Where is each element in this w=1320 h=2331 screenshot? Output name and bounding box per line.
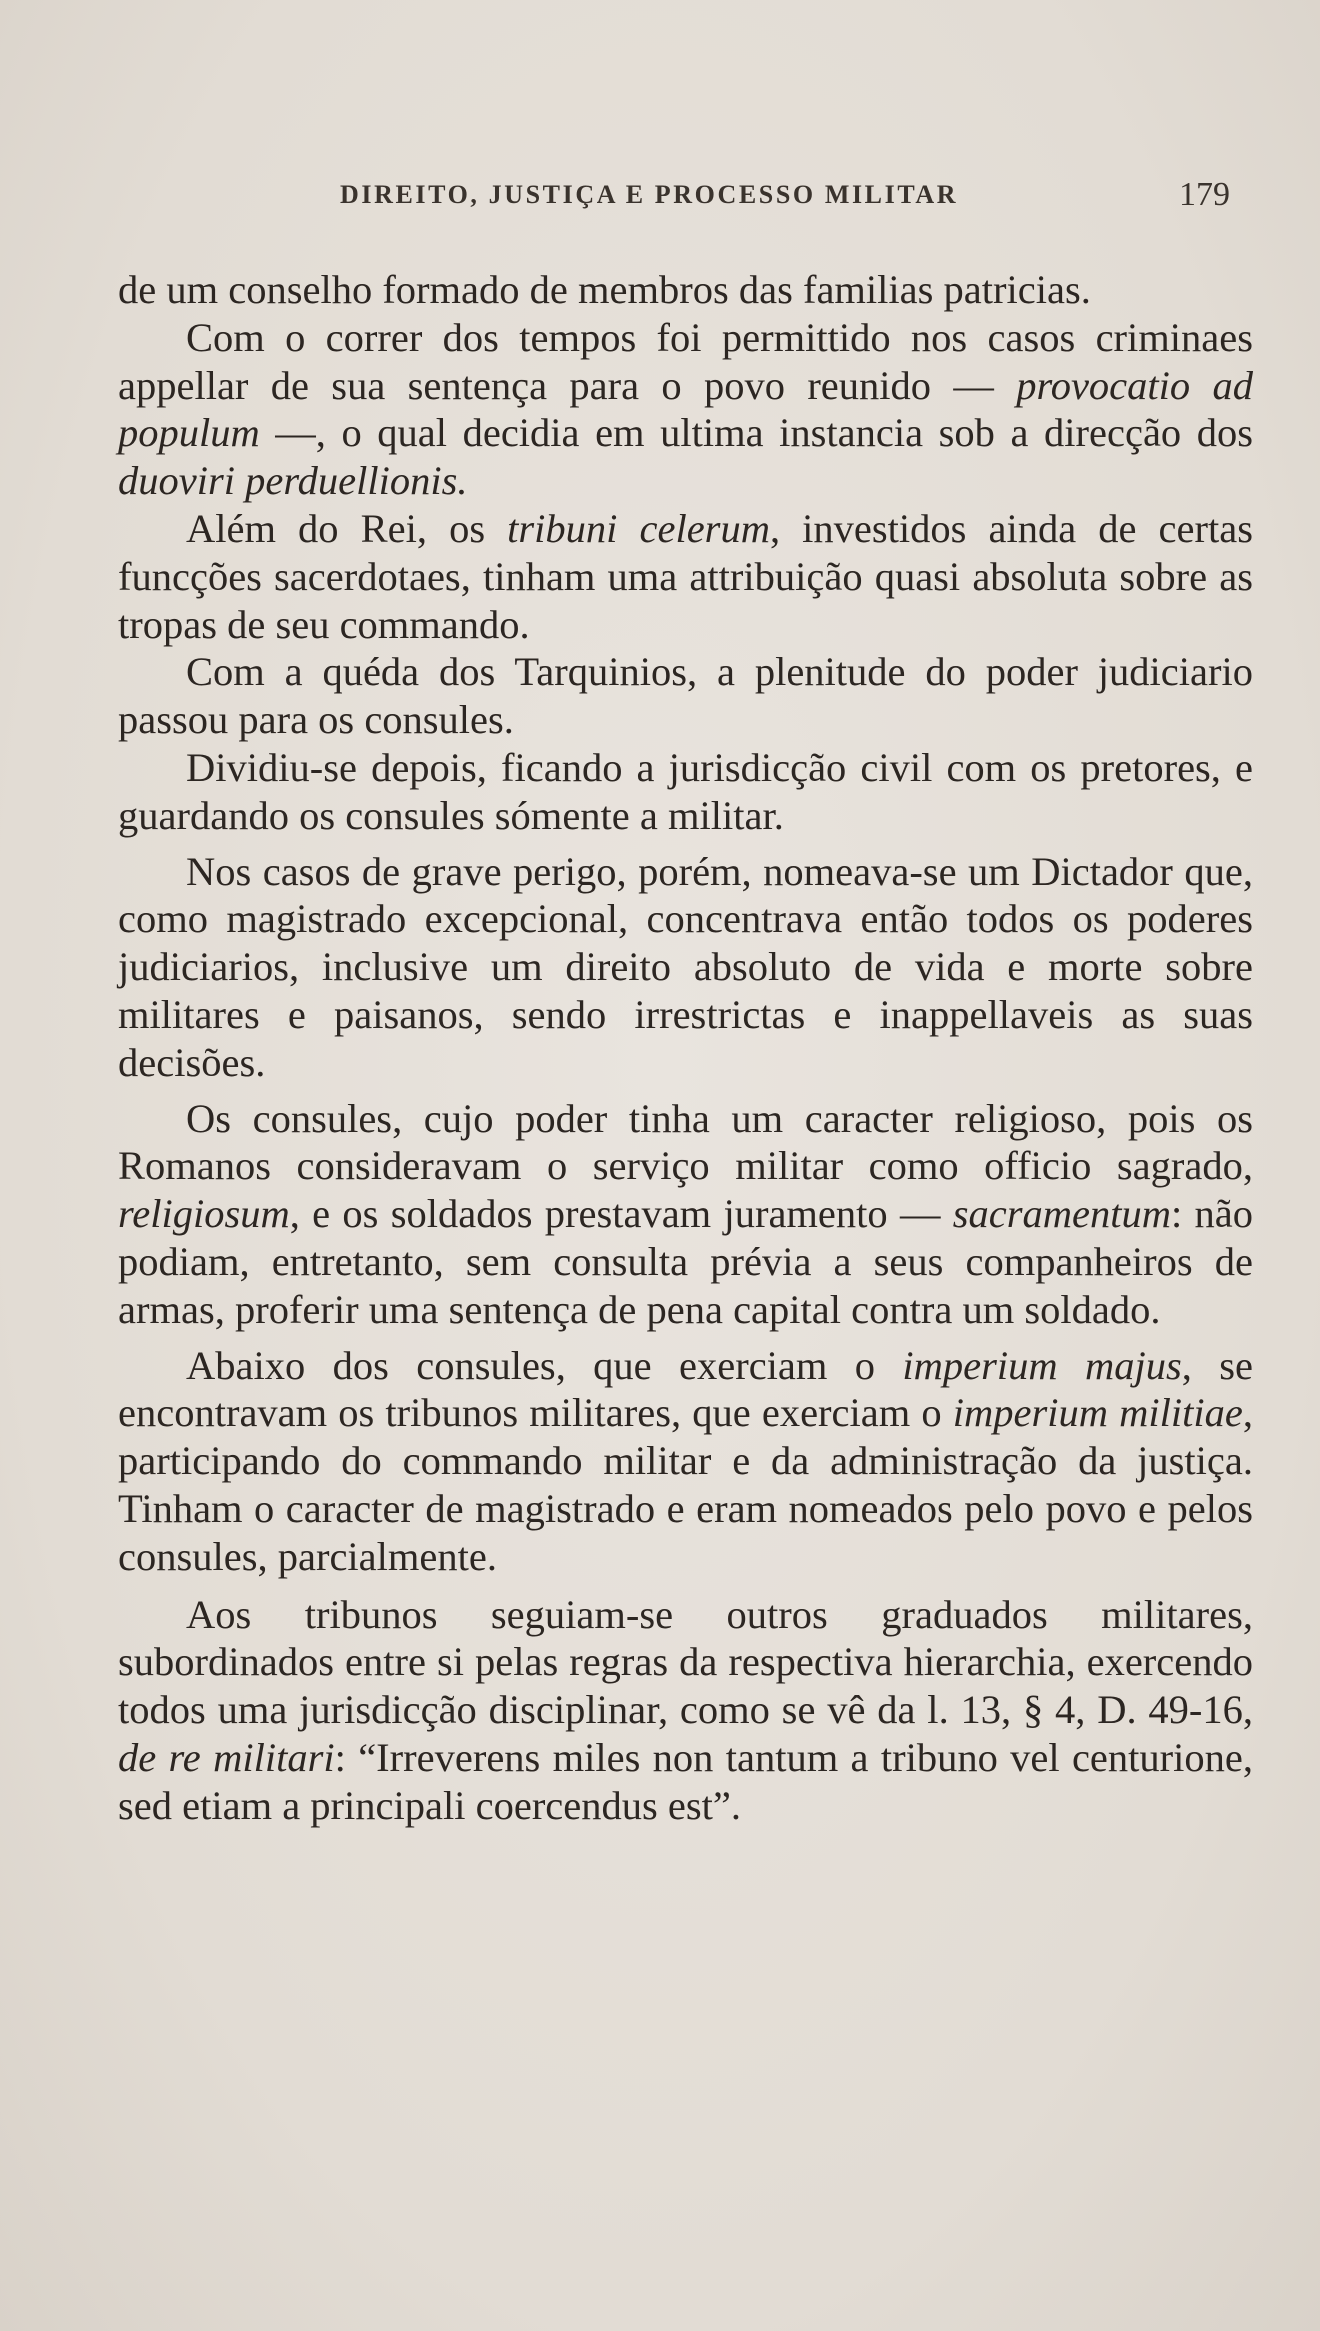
latin-term: imperium majus — [902, 1342, 1182, 1388]
paragraph-8: Abaixo dos consules, que exerciam o imperium majus, se encontravam os tribunos militares, que exerciam o imperium militiae, participando do commando militar e da administração da justiça. Tinham o caracter de magistrado e eram nomeados pelo povo e pelos consules, parcialmente. — [118, 1342, 1253, 1579]
page-header — [340, 176, 1230, 216]
body-text — [118, 266, 1253, 1830]
latin-term: duoviri perduellionis. — [118, 458, 468, 504]
latin-term: provocatio ad populum — [118, 362, 1254, 456]
paragraph-9: Aos tribunos seguiam-se outros graduados militares, subordinados entre si pelas regras da respectiva hierarchia, exercendo todos uma jurisdicção disciplinar, como se vê da l. 13, § 4, D. 49-16, de re militari: “Irreverens miles non tantum a tribuno vel centurione, sed etiam a principali coercendus est”. — [118, 1591, 1253, 1828]
paragraph-7: Os consules, cujo poder tinha um caracter religioso, pois os Romanos consideravam o serviço militar como officio sagrado, religiosum, e os soldados prestavam juramento — sacramentum: não podiam, entretanto, sem consulta prévia a seus companheiros de armas, proferir uma sentença de pena capital contra um soldado. — [118, 1095, 1253, 1332]
paragraph-4: Com a quéda dos Tarquinios, a plenitude do poder judiciario passou para os consules. — [118, 649, 1253, 743]
running-title: DIREITO, JUSTIÇA E PROCESSO MILITAR — [340, 180, 959, 209]
paragraph-6: Nos casos de grave perigo, porém, nomeava-se um Dictador que, como magistrado excepcional, concentrava então todos os poderes judiciarios, inclusive um direito absoluto de vida e morte sobre militares e paisanos, sendo irrestrictas e inappellaveis as suas decisões. — [118, 848, 1253, 1085]
latin-term: imperium militiae — [952, 1390, 1243, 1436]
paragraph-5: Dividiu-se depois, ficando a jurisdicção civil com os pretores, e guardando os consules sómente a militar. — [118, 744, 1253, 838]
paragraph-1: de um conselho formado de membros das familias patricias. — [118, 267, 1091, 312]
latin-term: de re militari — [118, 1734, 335, 1780]
paragraph-3: Além do Rei, os tribuni celerum, investidos ainda de certas funcções sacerdotaes, tinham uma attribuição quasi absoluta sobre as tropas de seu commando. — [118, 505, 1253, 647]
latin-term: religiosum — [118, 1191, 290, 1237]
paragraph-2: Com o correr dos tempos foi permittido nos casos criminaes appellar de sua sentença para o povo reunido — provocatio ad populum —, o qual decidia em ultima instancia sob a direcção dos duoviri perduellionis. — [118, 314, 1254, 504]
latin-term: tribuni celerum — [507, 505, 770, 551]
page-number: 179 — [1179, 176, 1230, 213]
latin-term: sacramentum — [952, 1191, 1171, 1237]
